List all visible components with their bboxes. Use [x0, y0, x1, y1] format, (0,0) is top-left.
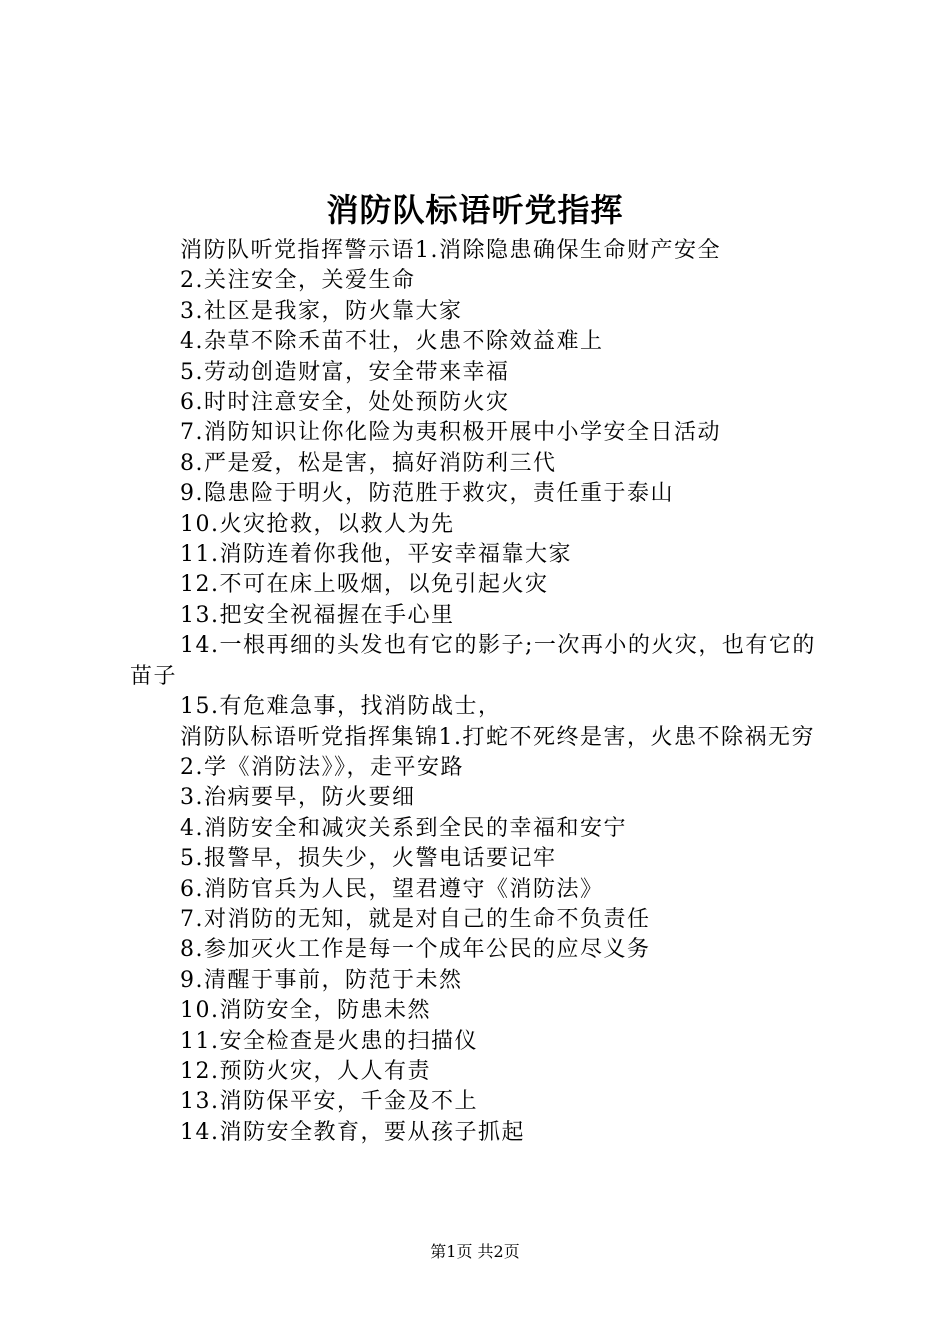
paragraph: 12.不可在床上吸烟，以免引起火灾 — [180, 572, 549, 598]
paragraph: 15.有危难急事，找消防战士， — [180, 694, 502, 720]
paragraph: 5.报警早，损失少，火警电话要记牢 — [180, 846, 557, 872]
paragraph: 9.清醒于事前，防范于未然 — [180, 967, 463, 993]
paragraph: 消防队听党指挥警示语1.消除隐患确保生命财产安全 — [180, 238, 721, 263]
paragraph: 7.对消防的无知，就是对自己的生命不负责任 — [180, 906, 651, 932]
paragraph: 10.火灾抢救，以救人为先 — [180, 511, 455, 537]
paragraph: 12.预防火灾，人人有责 — [180, 1058, 431, 1084]
paragraph: 消防队标语听党指挥集锦1.打蛇不死终是害，火患不除祸无穷 — [180, 724, 815, 750]
paragraph: 10.消防安全，防患未然 — [180, 998, 431, 1024]
page-footer: 第1页 共2页 — [430, 1242, 520, 1261]
paragraph: 11.安全检查是火患的扫描仪 — [180, 1028, 478, 1054]
paragraph: 7.消防知识让你化险为夷积极开展中小学安全日活动 — [180, 420, 721, 446]
paragraph: 14.消防安全教育，要从孩子抓起 — [180, 1119, 525, 1145]
paragraph: 6.消防官兵为人民，望君遵守《消防法》 — [180, 876, 604, 902]
paragraph: 4.杂草不除禾苗不壮，火患不除效益难上 — [180, 329, 604, 355]
paragraph: 13.把安全祝福握在手心里 — [180, 602, 455, 628]
paragraph: 14.一根再细的头发也有它的影子;一次再小的火灾，也有它的苗子 — [130, 633, 816, 689]
paragraph: 2.关注安全，关爱生命 — [180, 268, 416, 294]
paragraph: 3.治病要早，防火要细 — [180, 785, 416, 811]
paragraph: 11.消防连着你我他，平安幸福靠大家 — [180, 542, 572, 568]
paragraph: 9.隐患险于明火，防范胜于救灾，责任重于泰山 — [180, 481, 674, 507]
paragraph: 5.劳动创造财富，安全带来幸福 — [180, 359, 510, 385]
document-title: 消防队标语听党指挥 — [326, 191, 624, 229]
paragraph: 13.消防保平安，千金及不上 — [180, 1089, 478, 1115]
paragraph: 3.社区是我家，防火靠大家 — [180, 298, 463, 324]
paragraph: 2.学《消防法》》，走平安路 — [180, 754, 464, 780]
paragraph: 8.严是爱，松是害，搞好消防利三代 — [180, 450, 557, 476]
paragraph: 8.参加灭火工作是每一个成年公民的应尽义务 — [180, 937, 651, 963]
paragraph: 6.时时注意安全，处处预防火灾 — [180, 390, 510, 416]
document-body — [130, 236, 835, 1148]
paragraph: 4.消防安全和减灾关系到全民的幸福和安宁 — [180, 815, 627, 841]
